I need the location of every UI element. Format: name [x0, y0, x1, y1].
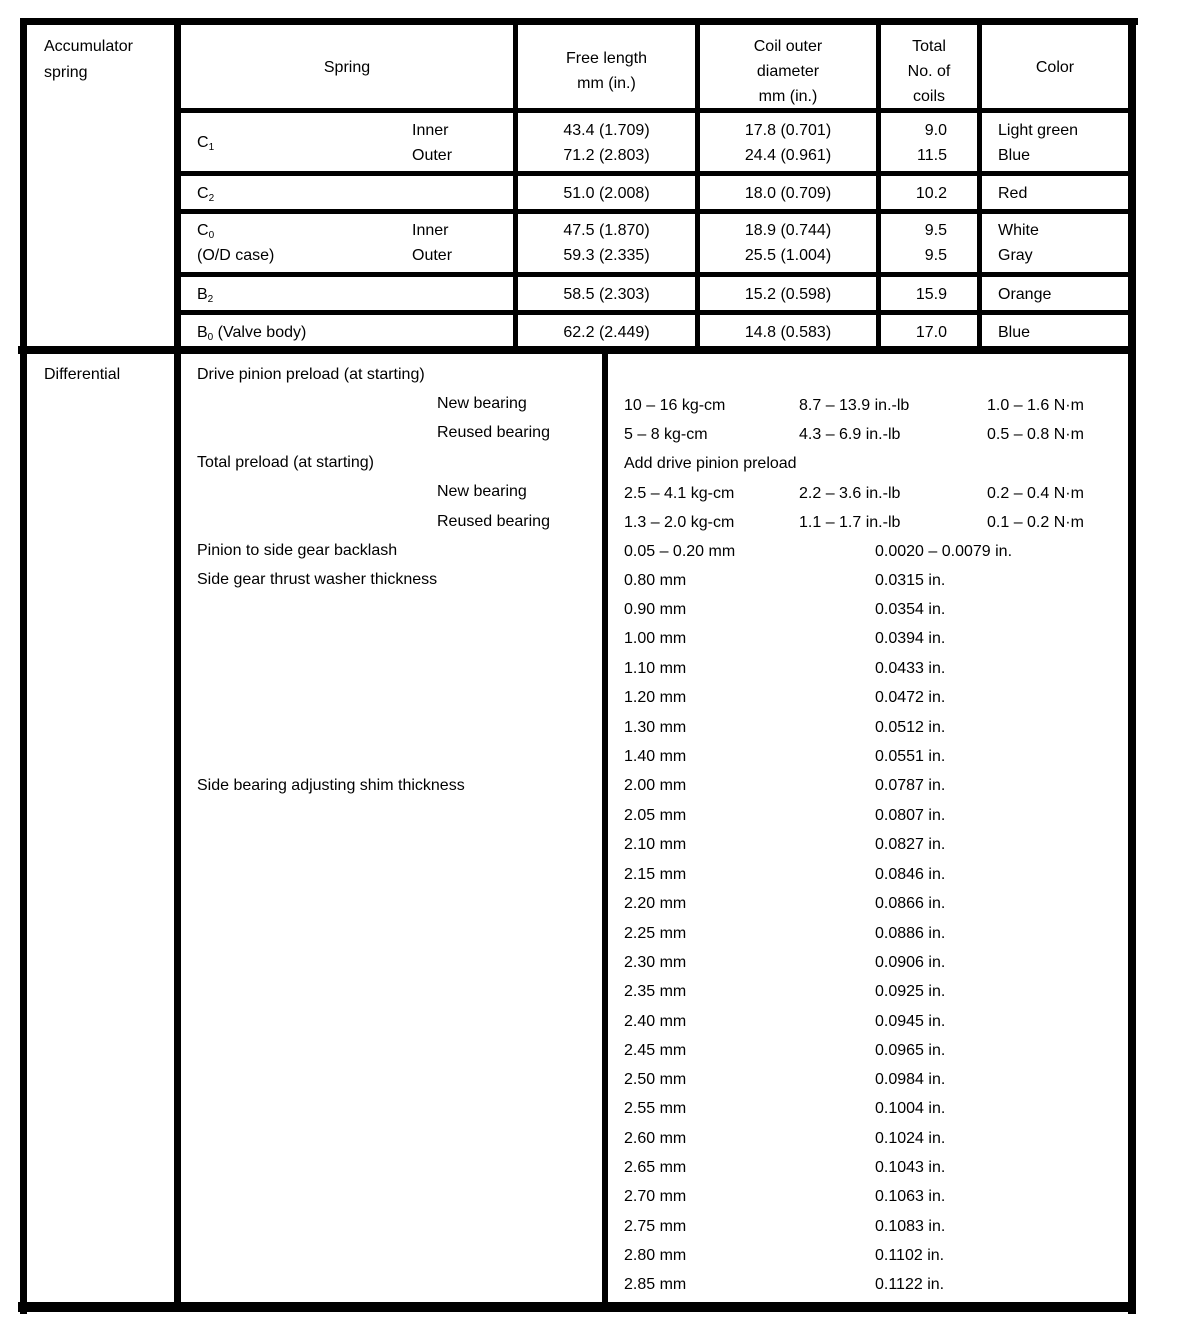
c0-inner-free-length: 47.5 (1.870)	[563, 222, 650, 239]
thrust-washer-mm: 1.40 mm	[624, 748, 687, 765]
shim-in: 0.0807 in.	[875, 807, 946, 824]
shim-in: 0.1122 in.	[875, 1276, 945, 1293]
shim-in: 0.0965 in.	[875, 1042, 946, 1059]
thrust-washer-in: 0.0354 in.	[875, 601, 946, 618]
border-bottom	[18, 1302, 1136, 1312]
border-left	[20, 18, 27, 1314]
shim-mm: 2.05 mm	[624, 807, 687, 824]
drive-pinion-reused-label: Reused bearing	[437, 424, 550, 441]
thrust-washer-mm: 0.80 mm	[624, 572, 687, 589]
shim-mm: 2.70 mm	[624, 1188, 687, 1205]
shim-in: 0.0866 in.	[875, 895, 946, 912]
spring-c0-inner-part: Inner	[412, 222, 449, 239]
differential-value-divider	[602, 350, 608, 1308]
c2-free-length: 51.0 (2.008)	[563, 185, 650, 202]
c0-inner-coil-od: 18.9 (0.744)	[744, 222, 832, 239]
shim-mm: 2.35 mm	[624, 983, 687, 1000]
shim-mm: 2.40 mm	[624, 1013, 687, 1030]
grid-h-header	[178, 108, 1130, 113]
shim-in: 0.1063 in.	[875, 1188, 946, 1205]
b2-free-length: 58.5 (2.303)	[563, 286, 650, 303]
header-coil-od: Coil outer diameter mm (in.)	[753, 38, 823, 105]
thrust-washer-in: 0.0551 in.	[875, 748, 946, 765]
total-preload-label: Total preload (at starting)	[197, 454, 374, 471]
shim-in: 0.0827 in.	[875, 836, 946, 853]
c0-outer-free-length: 59.3 (2.335)	[563, 247, 650, 264]
shim-mm: 2.15 mm	[624, 866, 687, 883]
spring-c1-label: $C_1$	[197, 134, 215, 153]
total-preload-reused-inlb: 1.1 – 1.7 in.-lb	[799, 514, 901, 531]
shim-in: 0.0925 in.	[875, 983, 946, 1000]
grid-h-row3	[178, 272, 1130, 277]
shim-in: 0.0787 in.	[875, 777, 946, 794]
backlash-in: 0.0020 – 0.0079 in.	[875, 543, 1013, 560]
thrust-washer-in: 0.0394 in.	[875, 630, 946, 647]
spring-c1-outer-part: Outer	[412, 147, 453, 164]
c0-outer-coils: 9.5	[924, 247, 947, 264]
shim-in: 0.0886 in.	[875, 925, 946, 942]
spring-c0-note: (O/D case)	[197, 247, 275, 264]
c1-inner-coil-od: 17.8 (0.701)	[744, 122, 832, 139]
shim-mm: 2.85 mm	[624, 1276, 687, 1293]
total-preload-new-kgcm: 2.5 – 4.1 kg-cm	[624, 485, 735, 502]
spring-c0-label: $C_0$	[197, 222, 215, 241]
total-preload-new-nm: 0.2 – 0.4 N·m	[987, 485, 1084, 502]
shim-in: 0.1043 in.	[875, 1159, 946, 1176]
thrust-washer-in: 0.0472 in.	[875, 689, 946, 706]
c1-inner-free-length: 43.4 (1.709)	[563, 122, 650, 139]
shim-mm: 2.50 mm	[624, 1071, 687, 1088]
c1-outer-color: Blue	[998, 147, 1031, 164]
c2-coil-od: 18.0 (0.709)	[744, 185, 832, 202]
spring-c0-outer-part: Outer	[412, 247, 453, 264]
c1-outer-free-length: 71.2 (2.803)	[563, 147, 650, 164]
drive-pinion-new-nm: 1.0 – 1.6 N·m	[987, 397, 1084, 414]
shim-mm: 2.55 mm	[624, 1100, 687, 1117]
shim-in: 0.0846 in.	[875, 866, 946, 883]
backlash-label: Pinion to side gear backlash	[197, 542, 398, 559]
c1-inner-coils: 9.0	[924, 122, 947, 139]
border-top	[20, 18, 1138, 25]
section-label-accumulator: Accumulator spring	[44, 38, 133, 81]
section-divider	[18, 346, 1136, 354]
spring-c1-inner-part: Inner	[412, 122, 449, 139]
shim-mm: 2.30 mm	[624, 954, 687, 971]
shim-label: Side bearing adjusting shim thickness	[197, 777, 465, 794]
section-label-differential: Differential	[44, 366, 121, 383]
grid-h-row4	[178, 310, 1130, 315]
shim-in: 0.1004 in.	[875, 1100, 946, 1117]
thrust-washer-mm: 0.90 mm	[624, 601, 687, 618]
thrust-washer-in: 0.0433 in.	[875, 660, 946, 677]
thrust-washer-mm: 1.00 mm	[624, 630, 687, 647]
shim-in: 0.0945 in.	[875, 1013, 946, 1030]
grid-h-row1	[178, 171, 1130, 176]
shim-in: 0.0906 in.	[875, 954, 946, 971]
drive-pinion-preload-label: Drive pinion preload (at starting)	[197, 366, 425, 383]
b0-coils: 17.0	[915, 324, 947, 341]
total-preload-reused-nm: 0.1 – 0.2 N·m	[987, 514, 1084, 531]
c0-inner-color: White	[998, 222, 1039, 239]
shim-mm: 2.25 mm	[624, 925, 687, 942]
c1-outer-coils: 11.5	[917, 147, 947, 164]
header-total-coils: Total No. of coils	[907, 38, 951, 105]
total-preload-reused-kgcm: 1.3 – 2.0 kg-cm	[624, 514, 735, 531]
c0-outer-coil-od: 25.5 (1.004)	[744, 247, 832, 264]
c1-outer-coil-od: 24.4 (0.961)	[744, 147, 832, 164]
shim-mm: 2.80 mm	[624, 1247, 687, 1264]
header-color: Color	[1035, 59, 1075, 76]
drive-pinion-new-inlb: 8.7 – 13.9 in.-lb	[799, 397, 910, 414]
thrust-washer-mm: 1.20 mm	[624, 689, 687, 706]
shim-mm: 2.65 mm	[624, 1159, 687, 1176]
drive-pinion-reused-inlb: 4.3 – 6.9 in.-lb	[799, 426, 901, 443]
shim-in: 0.1083 in.	[875, 1218, 946, 1235]
b0-color: Blue	[998, 324, 1031, 341]
header-spring: Spring	[323, 59, 371, 76]
shim-mm: 2.20 mm	[624, 895, 687, 912]
spring-b2-label: $B_2$	[197, 286, 214, 305]
drive-pinion-new-kgcm: 10 – 16 kg-cm	[624, 397, 726, 414]
b2-color: Orange	[998, 286, 1052, 303]
b2-coil-od: 15.2 (0.598)	[744, 286, 832, 303]
backlash-mm: 0.05 – 0.20 mm	[624, 543, 736, 560]
thrust-washer-in: 0.0315 in.	[875, 572, 946, 589]
shim-mm: 2.00 mm	[624, 777, 687, 794]
c1-inner-color: Light green	[998, 122, 1079, 139]
total-preload-new-inlb: 2.2 – 3.6 in.-lb	[799, 485, 901, 502]
c2-coils: 10.2	[915, 185, 947, 202]
c0-outer-color: Gray	[998, 247, 1033, 264]
spring-b0-label: $B_0$ (Valve body)	[197, 324, 307, 343]
thrust-washer-mm: 1.30 mm	[624, 719, 687, 736]
shim-in: 0.1024 in.	[875, 1130, 946, 1147]
total-preload-new-label: New bearing	[437, 483, 527, 500]
b0-coil-od: 14.8 (0.583)	[744, 324, 832, 341]
c2-color: Red	[998, 185, 1028, 202]
grid-h-row2	[178, 209, 1130, 214]
thrust-washer-mm: 1.10 mm	[624, 660, 687, 677]
c0-inner-coils: 9.5	[924, 222, 947, 239]
drive-pinion-new-label: New bearing	[437, 395, 527, 412]
header-free-length: Free length mm (in.)	[566, 50, 647, 92]
shim-in: 0.1102 in.	[875, 1247, 945, 1264]
thrust-washer-label: Side gear thrust washer thickness	[197, 571, 438, 588]
thrust-washer-in: 0.0512 in.	[875, 719, 946, 736]
b2-coils: 15.9	[915, 286, 947, 303]
shim-mm: 2.60 mm	[624, 1130, 687, 1147]
shim-mm: 2.75 mm	[624, 1218, 687, 1235]
drive-pinion-reused-kgcm: 5 – 8 kg-cm	[624, 426, 708, 443]
b0-free-length: 62.2 (2.449)	[563, 324, 650, 341]
shim-mm: 2.10 mm	[624, 836, 687, 853]
spring-c2-label: $C_2$	[197, 185, 215, 204]
drive-pinion-reused-nm: 0.5 – 0.8 N·m	[987, 426, 1084, 443]
total-preload-note: Add drive pinion preload	[624, 455, 797, 472]
shim-mm: 2.45 mm	[624, 1042, 687, 1059]
total-preload-reused-label: Reused bearing	[437, 513, 550, 530]
shim-in: 0.0984 in.	[875, 1071, 946, 1088]
